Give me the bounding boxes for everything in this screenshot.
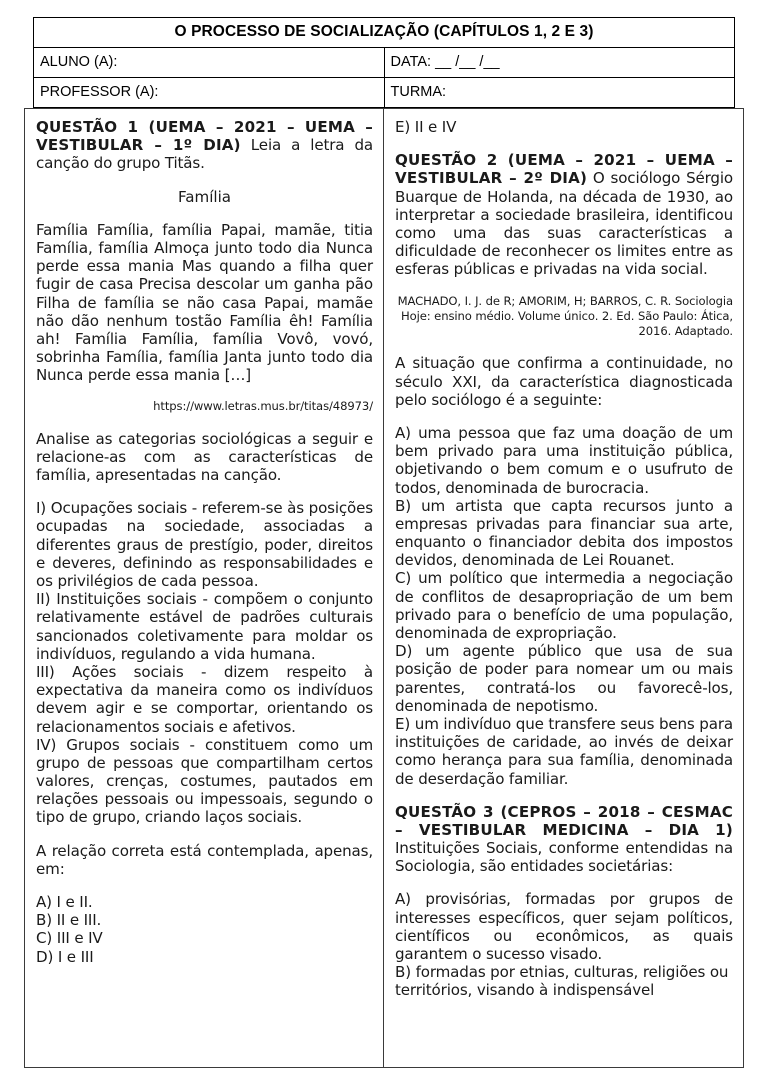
spacer [36, 827, 373, 842]
question-1-options-continued [395, 118, 733, 136]
date-field-label[interactable]: DATA: __ /__ /__ [384, 48, 735, 78]
question-2-heading [395, 151, 733, 278]
option-e[interactable]: E) II e IV [395, 118, 457, 136]
spacer [36, 415, 373, 430]
option-a[interactable]: A) uma pessoa que faz uma doação de um bem privado para uma instituição pública, objetivando o bem comum e o usufruto de todos, denominada de burocracia. [395, 423, 733, 497]
spacer [36, 173, 373, 188]
option-b[interactable]: B) formadas por etnias, culturas, religiões ou territórios, visando à indispensável [395, 963, 729, 1000]
teacher-name-label: PROFESSOR (A): [34, 78, 385, 108]
questions-frame [24, 108, 744, 1068]
table-row [34, 78, 735, 108]
option-a[interactable]: A) provisórias, formadas por grupos de interesses específicos, quer sejam políticos, científicos ou econômicos, as quais garantem o sucesso visado. [395, 890, 733, 964]
question-1-stem: Leia a letra da canção do grupo Titãs. [36, 136, 373, 173]
option-c[interactable]: C) III e IV [36, 929, 103, 948]
question-2-label: QUESTÃO 2 (UEMA – 2021 – UEMA – VESTIBULAR – 2º DIA) [395, 151, 733, 188]
spacer [36, 484, 373, 499]
spacer [395, 279, 733, 294]
question-2-instruction: A situação que confirma a continuidade, no século XXI, da característica diagnosticada pelo sociólogo é a seguinte: [395, 354, 733, 409]
spacer [36, 878, 373, 893]
question-2-source: MACHADO, I. J. de R; AMORIM, H; BARROS, C. R. Sociologia Hoje: ensino médio. Volume único. 2. Ed. São Paulo: Ática, 2016. Adaptado. [397, 293, 733, 339]
list-item: III) Ações sociais - dizem respeito à expectativa da maneira como os indivíduos devem agir e se comportar, orientando os relacionamentos sociais e afetivos. [36, 662, 373, 736]
question-3-stem: Instituições Sociais, conforme entendidas na Sociologia, são entidades societárias: [395, 839, 733, 876]
list-item: I) Ocupações sociais - referem-se às posições ocupadas na sociedade, associadas a diferentes graus de prestígio, poder, direitos e deveres, definindo as responsabilidades e os privilégios de cada pessoa. [36, 499, 373, 591]
song-lyrics: Família Família, família Papai, mamãe, titia Família, família Almoça junto todo dia Nunca perde essa mania Mas quando a filha quer fugir de casa Precisa descolar um ganha pão Filha de família se não casa Papai, mamãe não dão nenhum tostão Família êh! Família ah! Família Família, família Vovô, vovó, sobrinha Família, família Janta junto todo dia Nunca perde essa mania […] [36, 220, 373, 385]
question-1-heading [36, 118, 373, 173]
spacer [36, 206, 373, 221]
left-column [25, 109, 384, 1067]
question-2-stem: O sociólogo Sérgio Buarque de Holanda, na década de 1930, ao interpretar a sociedade brasileira, identificou como uma das suas características a dificuldade de reconhecer os limites entre as esferas públicas e privadas na vida social. [395, 169, 733, 279]
question-3-heading [395, 803, 733, 876]
table-row-title [34, 18, 735, 48]
question-1-options [36, 893, 373, 966]
question-3-label: QUESTÃO 3 (CEPROS – 2018 – CESMAC – VESTIBULAR MEDICINA – DIA 1) [395, 802, 733, 839]
spacer [395, 136, 733, 151]
list-item: IV) Grupos sociais - constituem como um grupo de pessoas que compartilham certos valores, crenças, costumes, pautados em relações pessoais ou impessoais, segundo o tipo de grupo, criando laços sociais. [36, 735, 373, 827]
option-e[interactable]: E) um indivíduo que transfere seus bens para instituições de caridade, ao invés de deixar como herança para sua família, denominada de deserdação familiar. [395, 714, 733, 788]
class-field-label[interactable]: TURMA: [384, 78, 735, 108]
option-b[interactable]: B) um artista que capta recursos junto a empresas privadas para financiar sua arte, enquanto o financiador debita dos impostos devidos, denominada de Lei Rouanet. [395, 496, 733, 570]
student-name-label: ALUNO (A): [34, 48, 385, 78]
spacer [36, 384, 373, 399]
question-1-instruction: Analise as categorias sociológicas a seguir e relacione-as com as características de família, apresentadas na canção. [36, 429, 373, 485]
list-item: II) Instituições sociais - compõem o conjunto relativamente estável de padrões culturais sancionados coletivamente para moldar os indivíduos, regulando a vida humana. [36, 590, 373, 663]
question-1-source[interactable]: https://www.letras.mus.br/titas/48973/ [153, 399, 373, 414]
question-1-label: QUESTÃO 1 (UEMA – 2021 – UEMA – VESTIBULAR – 1º DIA) [36, 118, 373, 155]
option-b[interactable]: B) II e III. [36, 911, 102, 930]
right-column [384, 109, 743, 1067]
table-row [34, 48, 735, 78]
page-title: O PROCESSO DE SOCIALIZAÇÃO (CAPÍTULOS 1, 2 E 3) [34, 18, 735, 48]
question-1-closing: A relação correta está contemplada, apenas, em: [36, 841, 373, 878]
option-a[interactable]: A) I e II. [36, 893, 93, 912]
spacer [395, 788, 733, 803]
option-d[interactable]: D) um agente público que usa de sua posição de poder para nomear um ou mais parentes, contratá-los ou favorecê-los, denominada de nepotismo. [395, 642, 733, 715]
option-c[interactable]: C) um político que intermedia a negociação de conflitos de desapropriação de um bem privado para o benefício de uma população, denominada de expropriação. [395, 569, 733, 643]
song-title: Família [177, 187, 232, 206]
spacer [395, 875, 733, 890]
student-identification-table [33, 17, 735, 108]
spacer [395, 409, 733, 424]
spacer [395, 339, 733, 354]
option-d[interactable]: D) I e III [36, 947, 94, 966]
